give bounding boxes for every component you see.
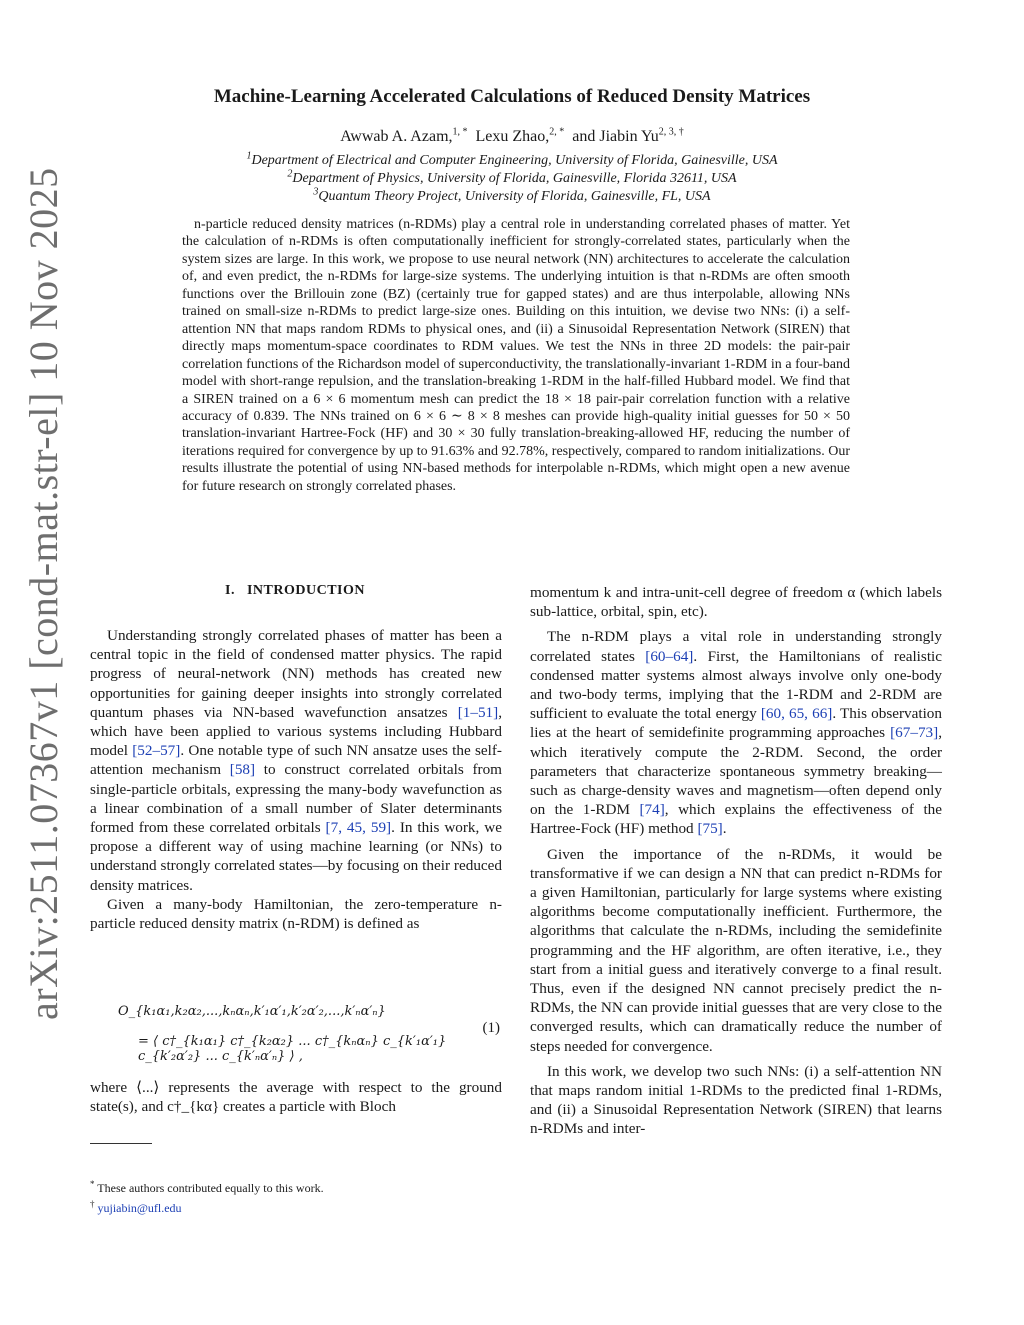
section-heading xyxy=(90,583,500,599)
affiliation-number: 3 xyxy=(313,186,319,198)
affiliation-text: Department of Electrical and Computer Engineering, University of Florida, Gainesville, USA xyxy=(251,153,778,168)
intro-paragraph-2: Given a many-body Hamiltonian, the zero-temperature n-particle reduced density matrix (n-RDM) is defined as xyxy=(90,895,502,933)
footnote-text: These authors contributed equally to this work. xyxy=(97,1181,324,1195)
text-run: The n-RDM plays a vital role in understanding strongly correlated states xyxy=(530,628,942,665)
abstract: n-particle reduced density matrices (n-RDMs) play a central role in understanding correlated phases of matter. Yet the calculation of n-RDMs is often computationally inefficient for strongly-correlated states, particularly when the system sizes are large. In this work, we propose to use neural network (NN) architectures to accelerate the calculation of, and even predict, the n-RDMs for large-size systems. The underlying intuition is that n-RDMs are often smooth functions over the Brillouin zone (BZ) (certainly true for gapped states) and are thus interpolable, allowing NNs trained on small-size n-RDMs to predict large-size ones. Building on this intuition, we devise two NNs: (i) a self-attention NN that maps random RDMs to physical ones, and (ii) a Sinusoidal Representation Network (SIREN) that directly maps momentum-space coordinates to RDM values. We test the NNs in three 2D models: the pair-pair correlation functions of the Richardson model of superconductivity, the translationally-invariant 1-RDM in a four-band model with short-range repulsion, and the translation-breaking 1-RDM in the half-filled Hubbard model. We find that a SIREN trained on a 6 × 6 momentum mesh can predict the 18 × 18 pair-pair correlation function with a relative accuracy of 0.839. The NNs trained on 6 × 6 ∼ 8 × 8 meshes can provide high-quality initial guesses for 50 × 50 translation-invariant Hartree-Fock (HF) and 30 × 30 fully translation-breaking-allowed HF, reducing the number of iterations required for convergence by up to 91.63% and 92.78%, respectively, compared to random initializations. Our results illustrate the potential of using NN-based methods for interpolable n-RDMs, which might open a new avenue for future research on strongly correlated phases. xyxy=(182,217,850,494)
text-run: . First, the Hamiltonians of realistic condensed matter systems almost always involve only one-body and two-body terms, implying that the 1-RDM and 2-RDM are sufficient to evaluate the total energy xyxy=(530,647,942,723)
affiliation-3 xyxy=(0,186,1024,205)
affiliation-text: Quantum Theory Project, University of Florida, Gainesville, FL, USA xyxy=(318,189,711,204)
affiliation-text: Department of Physics, University of Florida, Gainesville, Florida 32611, USA xyxy=(292,171,737,186)
citation-link[interactable]: [58] xyxy=(229,761,256,779)
text-run: , which explains the effectiveness of the Hartree-Fock (HF) method xyxy=(530,801,942,838)
footnote-corresponding xyxy=(90,1196,324,1216)
text-run: Understanding strongly correlated phases of matter has been a central topic in the field of condensed matter physics. The rapid progress of neural-network (NN) methods has created new opportunities for gaining deeper insights into strongly correlated quantum phases via NN-based wavefunction ansatzes xyxy=(90,627,502,721)
author-list xyxy=(0,128,1024,146)
affiliation-2 xyxy=(0,168,1024,187)
affiliation-number: 1 xyxy=(246,150,252,162)
left-column-continued xyxy=(90,1078,502,1116)
author-name: Awwab A. Azam, xyxy=(340,128,453,145)
equation-1 xyxy=(90,1002,502,1064)
email-link[interactable]: yujiabin@ufl.edu xyxy=(97,1201,182,1215)
author-affiliation-mark: 1, * xyxy=(452,126,468,138)
author-affiliation-mark: 2, 3, † xyxy=(658,126,684,138)
right-column xyxy=(530,583,942,1139)
text-run: to construct correlated orbitals from single-particle orbitals, expressing the many-body wavefunction as a linear combination of a small number of Slater determinants formed from these correlated orbitals xyxy=(90,761,502,837)
author-name: and Jiabin Yu xyxy=(572,128,659,145)
citation-link[interactable]: [52–57] xyxy=(132,742,181,760)
citation-link[interactable]: [1–51] xyxy=(457,703,499,721)
text-run: . xyxy=(722,820,727,838)
section-title: INTRODUCTION xyxy=(246,583,365,598)
arxiv-identifier: arXiv:2511.07367v1 [cond-mat.str-el] 10 Nov 2025 xyxy=(21,167,66,1020)
equation-rhs: = ⟨ c†_{k₁α₁} c†_{k₂α₂} ... c†_{kₙαₙ} c_{k′₁α′₁} c_{k′₂α′₂} ... c_{k′ₙα′ₙ} ⟩ , xyxy=(138,1034,447,1064)
affiliation-1 xyxy=(0,150,1024,169)
left-column xyxy=(90,626,502,933)
equation-number: (1) xyxy=(482,1020,500,1036)
intro-paragraph-1 xyxy=(90,626,502,895)
citation-link[interactable]: [75] xyxy=(697,820,723,838)
citation-link[interactable]: [7, 45, 59] xyxy=(325,819,392,837)
text-run: . This observation lies at the heart of semidefinite programming approaches xyxy=(530,705,942,742)
citation-link[interactable]: [67–73] xyxy=(890,724,939,742)
author-affiliation-mark: 2, * xyxy=(549,126,565,138)
equation-lhs: O_{k₁α₁,k₂α₂,...,kₙαₙ,k′₁α′₁,k′₂α′₂,...,k′ₙα′ₙ} xyxy=(118,1004,386,1019)
paper-title: Machine-Learning Accelerated Calculations of Reduced Density Matrices xyxy=(213,86,811,107)
citation-link[interactable]: [60–64] xyxy=(645,647,694,665)
affiliation-number: 2 xyxy=(287,168,293,180)
footnote-rule xyxy=(90,1143,152,1144)
section-number: I. xyxy=(225,583,235,598)
intro-paragraph-6: In this work, we develop two such NNs: (i) a self-attention NN that maps random initial 1-RDMs to the predicted final 1-RDMs, and (ii) a Sinusoidal Representation Network (SIREN) that learns n-RDMs and inter- xyxy=(530,1062,942,1138)
footnotes xyxy=(90,1176,324,1216)
intro-paragraph-5: Given the importance of the n-RDMs, it would be transformative if we can design a NN that can predict n-RDMs for a given Hamiltonian, particularly for large systems where existing algorithms become computationally inefficient. Furthermore, the algorithms that calculate the n-RDMs, including the semidefinite programming and the HF algorithm, are often iterative, i.e., they start from a initial guess and iteratively converge to a final result. Thus, even if the designed NN cannot precisely predict the n-RDMs, the NN can provide initial guesses that are very close to the converged results, which can dramatically reduce the number of steps needed for convergence. xyxy=(530,845,942,1055)
footnote-mark: † xyxy=(90,1199,95,1209)
footnote-equal-contribution xyxy=(90,1176,324,1196)
text-run: , which iteratively compute the 2-RDM. Second, the order parameters that characterize spontaneous symmetry breaking—such as charge-density waves and magnetism—often depend only on the 1-RDM xyxy=(530,724,942,819)
intro-paragraph-continued: momentum k and intra-unit-cell degree of freedom α (which labels sub-lattice, orbital, spin, etc). xyxy=(530,584,942,621)
text-run: . In this work, we propose a different way of using machine learning (or NNs) to understand strongly correlated states—by focusing on their reduced density matrices. xyxy=(90,819,502,894)
intro-paragraph-4 xyxy=(530,627,942,838)
text-run: , which have been applied to various systems including Hubbard model xyxy=(90,703,502,760)
footnote-mark: * xyxy=(90,1179,95,1189)
text-run: . One notable type of such NN ansatze uses the self-attention mechanism xyxy=(90,742,502,779)
intro-paragraph-3: where ⟨...⟩ represents the average with respect to the ground state(s), and c†_{kα} creates a particle with Bloch xyxy=(90,1079,502,1116)
author-name: Lexu Zhao, xyxy=(475,128,550,145)
citation-link[interactable]: [74] xyxy=(639,801,665,819)
citation-link[interactable]: [60, 65, 66] xyxy=(760,705,833,723)
